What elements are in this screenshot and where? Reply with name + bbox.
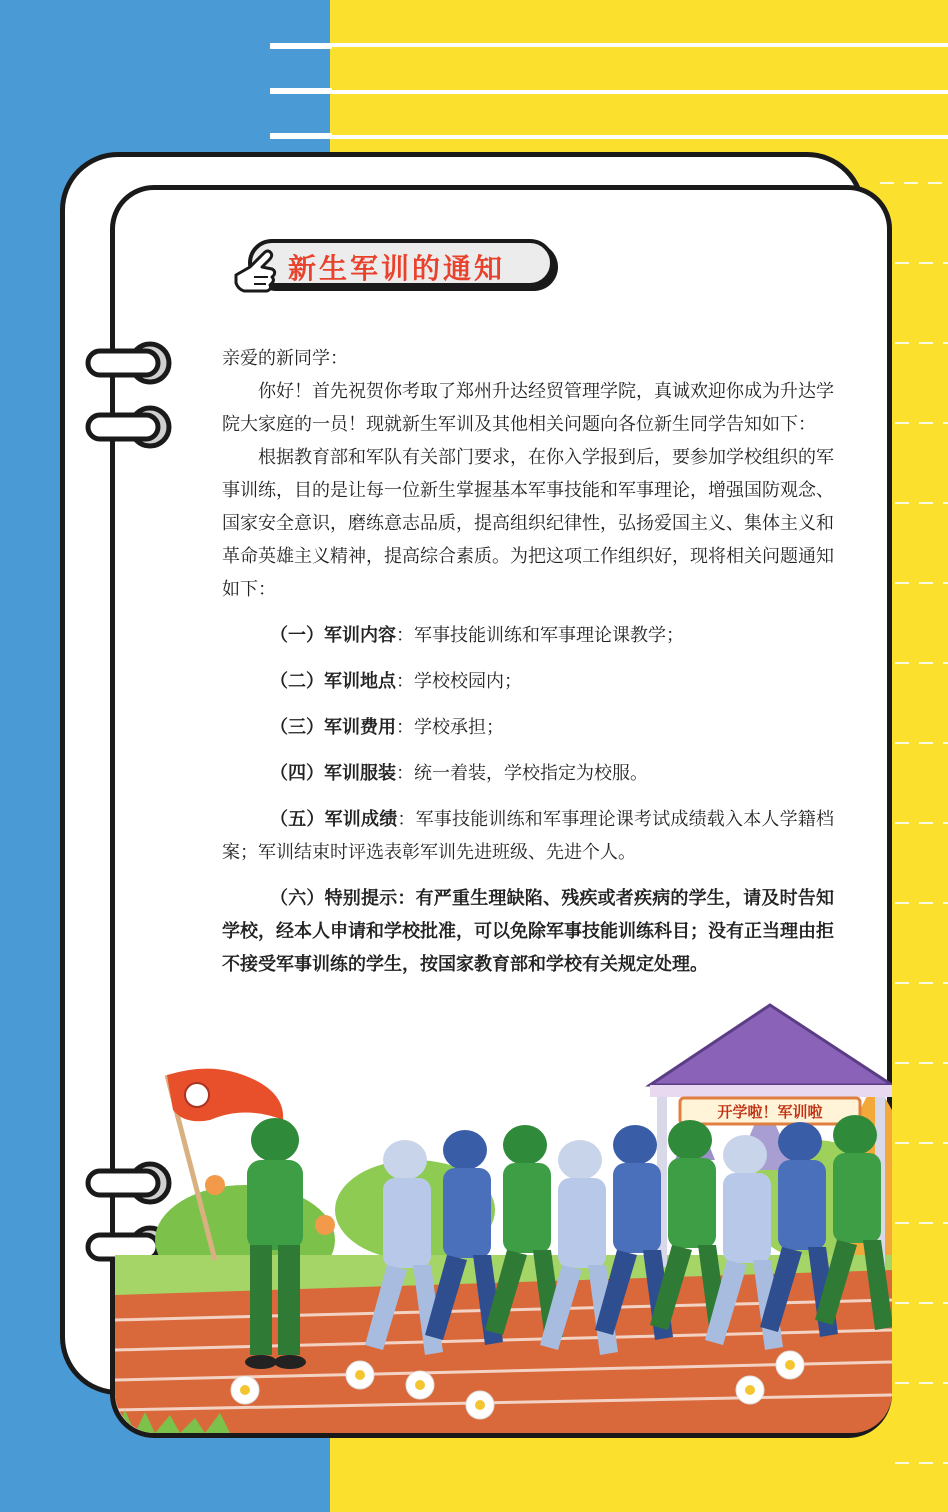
item-label: （二）军训地点 bbox=[270, 671, 396, 692]
item-label: （一）军训内容 bbox=[270, 625, 396, 646]
decor-dash bbox=[895, 662, 948, 664]
decor-dash bbox=[895, 342, 948, 344]
item-text: ：统一着装，学校指定为校服。 bbox=[396, 763, 648, 784]
decor-dash bbox=[895, 982, 948, 984]
decor-dash bbox=[895, 1302, 948, 1304]
decor-dash bbox=[895, 1062, 948, 1064]
decor-dash bbox=[895, 1222, 948, 1224]
item-text: ：学校承担； bbox=[396, 717, 504, 738]
notice-body bbox=[222, 342, 834, 981]
item-label: （六）特别提示 bbox=[270, 888, 398, 909]
greeting: 亲爱的新同学： bbox=[222, 348, 348, 369]
decor-stripe bbox=[270, 133, 332, 139]
decor-dash bbox=[895, 262, 948, 264]
spiral-ring-icon bbox=[84, 402, 174, 452]
decor-dash bbox=[895, 1142, 948, 1144]
decor-dash bbox=[895, 1382, 948, 1384]
decor-dash bbox=[895, 1462, 948, 1464]
item-label: （三）军训费用 bbox=[270, 717, 396, 738]
decor-dash bbox=[895, 582, 948, 584]
item-text: ：学校校园内； bbox=[396, 671, 522, 692]
page-title: 新生军训的通知 bbox=[288, 252, 506, 285]
list-item bbox=[222, 757, 834, 790]
banner-text: 开学啦！军训啦 bbox=[717, 1103, 823, 1121]
decor-dash bbox=[895, 902, 948, 904]
decor-dash bbox=[880, 182, 948, 184]
paragraph-purpose: 根据教育部和军队有关部门要求，在你入学报到后，要参加学校组织的军事训练，目的是让每一位新生掌握基本军事技能和军事理论，增强国防观念、国家安全意识，磨练意志品质，提高组织纪律性，弘扬爱国主义、集体主义和革命英雄主义精神，提高综合素质。为把这项工作组织好，现将相关问题通知如下： bbox=[222, 447, 834, 600]
military-training-illustration bbox=[115, 1000, 892, 1433]
decor-stripe bbox=[270, 88, 332, 94]
pointing-hand-icon bbox=[230, 245, 280, 295]
decor-dash bbox=[895, 742, 948, 744]
list-item bbox=[222, 619, 834, 652]
decor-stripe bbox=[270, 43, 332, 49]
list-item-warning bbox=[222, 882, 834, 981]
title-badge bbox=[230, 235, 560, 295]
list-item bbox=[222, 711, 834, 744]
decor-dash bbox=[895, 822, 948, 824]
decor-stripe bbox=[330, 90, 948, 94]
item-text: ：军事技能训练和军事理论课教学； bbox=[396, 625, 684, 646]
decor-dash bbox=[895, 422, 948, 424]
decor-stripe bbox=[330, 43, 948, 47]
list-item bbox=[222, 665, 834, 698]
item-text: ：军事技能训练和军事理论课考试成绩载入本人学籍档案；军训结束时评选表彰军训先进班级、先进个人。 bbox=[222, 809, 835, 863]
item-label: （四）军训服装 bbox=[270, 763, 396, 784]
item-label: （五）军训成绩 bbox=[270, 809, 398, 830]
spiral-ring-icon bbox=[84, 338, 174, 388]
decor-dash bbox=[895, 502, 948, 504]
list-item bbox=[222, 803, 834, 869]
item-text: ：有严重生理缺陷、残疾或者疾病的学生，请及时告知学校，经本人申请和学校批准，可以免除军事技能训练科目；没有正当理由拒不接受军事训练的学生，按国家教育部和学校有关规定处理。 bbox=[222, 888, 835, 975]
decor-stripe bbox=[330, 135, 948, 139]
paragraph-intro: 你好！首先祝贺你考取了郑州升达经贸管理学院，真诚欢迎你成为升达学院大家庭的一员！现就新生军训及其他相关问题向各位新生同学告知如下： bbox=[222, 381, 834, 435]
